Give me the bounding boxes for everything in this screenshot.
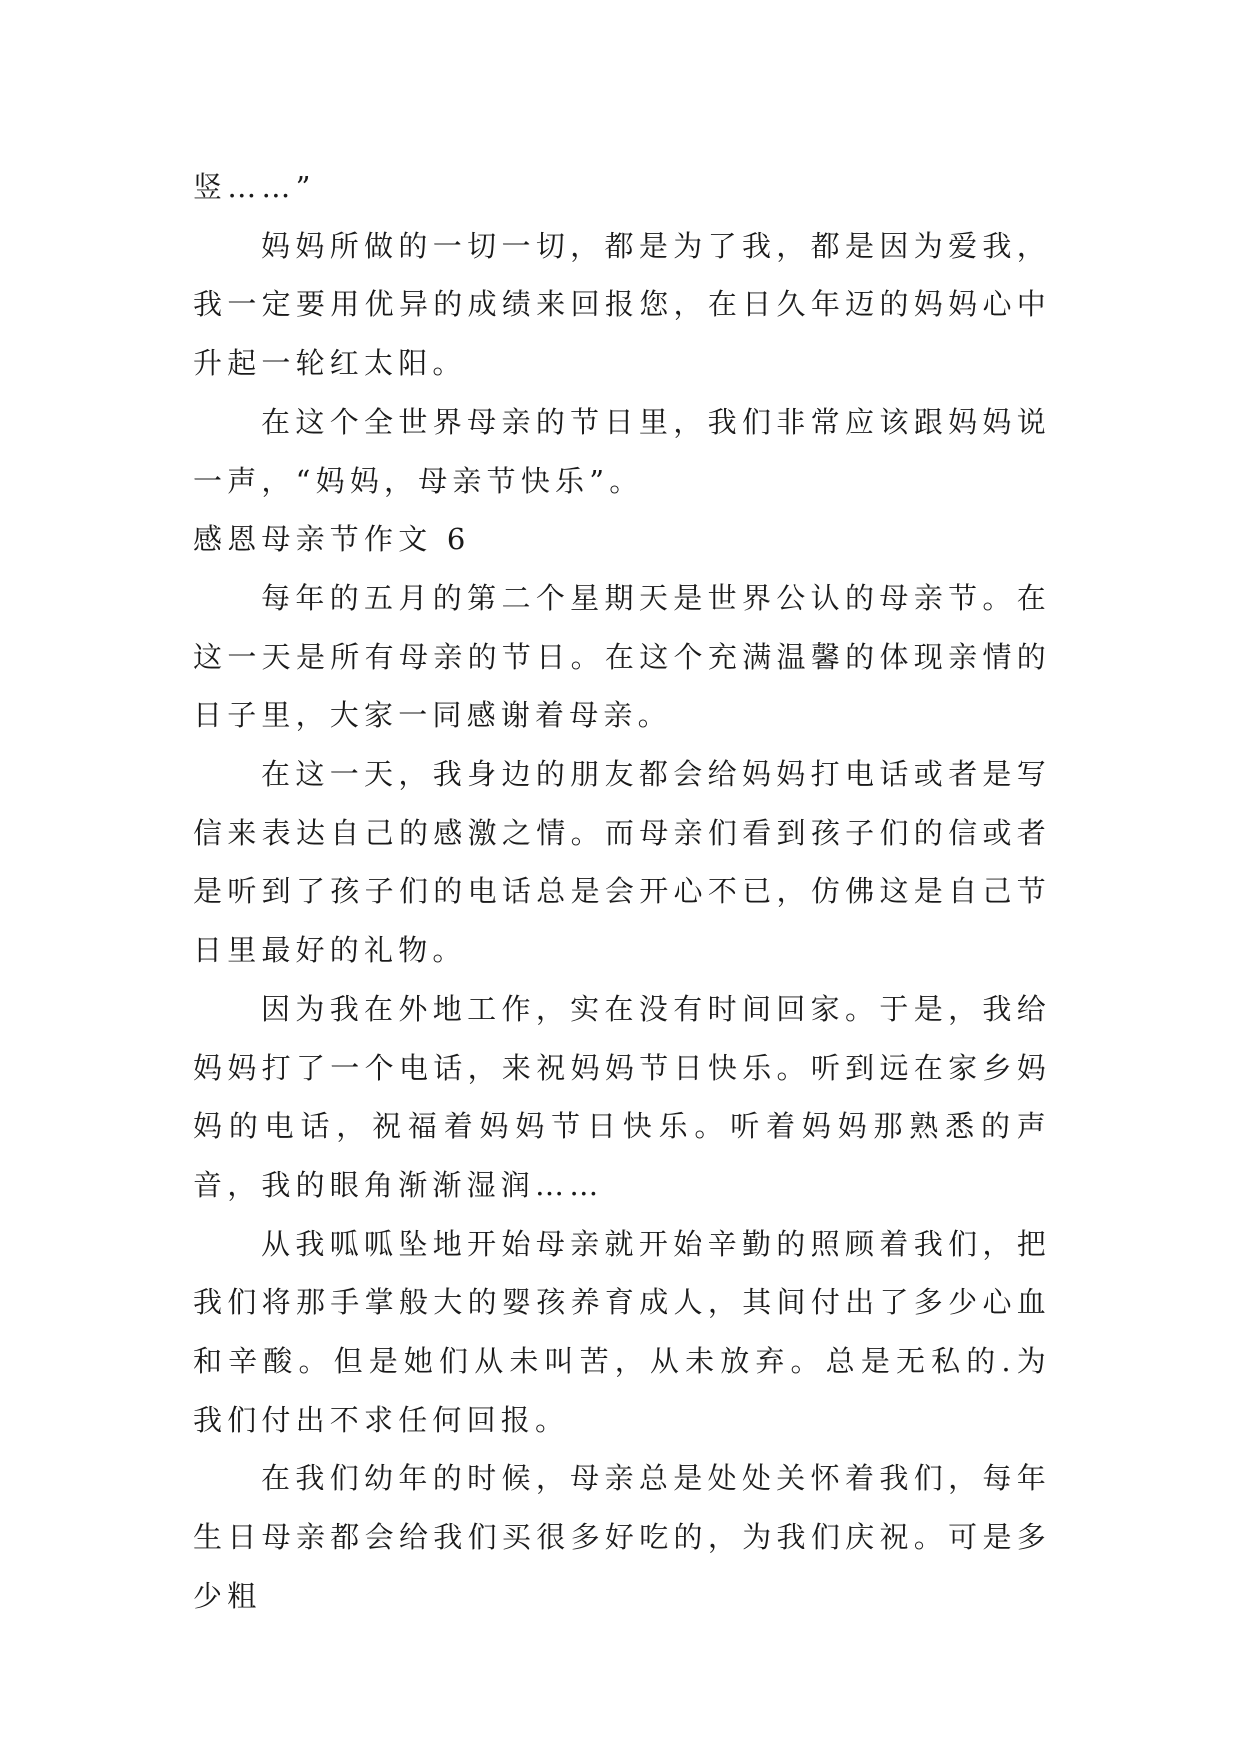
- paragraph: 从我呱呱坠地开始母亲就开始辛勤的照顾着我们，把我们将那手掌般大的婴孩养育成人，其间付出了多少心血和辛酸。但是她们从未叫苦，从未放弃。总是无私的.为我们付出不求任何回报。: [193, 1226, 1051, 1437]
- section-heading: 感恩母亲节作文 6: [193, 522, 471, 557]
- continuation-line: 竖……”: [193, 170, 316, 204]
- paragraph: 因为我在外地工作，实在没有时间回家。于是，我给妈妈打了一个电话，来祝妈妈节日快乐。听到远在家乡妈妈的电话，祝福着妈妈节日快乐。听着妈妈那熟悉的声音，我的眼角渐渐湿润……: [193, 991, 1051, 1202]
- paragraph: 妈妈所做的一切一切，都是为了我，都是因为爱我，我一定要用优异的成绩来回报您，在日久年迈的妈妈心中升起一轮红太阳。: [193, 228, 1051, 381]
- paragraph: 每年的五月的第二个星期天是世界公认的母亲节。在这一天是所有母亲的节日。在这个充满温馨的体现亲情的日子里，大家一同感谢着母亲。: [193, 580, 1051, 733]
- document-body: [193, 158, 1051, 1626]
- paragraph: 在这一天，我身边的朋友都会给妈妈打电话或者是写信来表达自己的感激之情。而母亲们看到孩子们的信或者是听到了孩子们的电话总是会开心不已，仿佛这是自己节日里最好的礼物。: [193, 757, 1051, 968]
- paragraph: 在我们幼年的时候，母亲总是处处关怀着我们，每年生日母亲都会给我们买很多好吃的，为我们庆祝。可是多少粗: [193, 1461, 1051, 1613]
- paragraph: 在这个全世界母亲的节日里，我们非常应该跟妈妈说一声，“妈妈，母亲节快乐”。: [193, 404, 1051, 498]
